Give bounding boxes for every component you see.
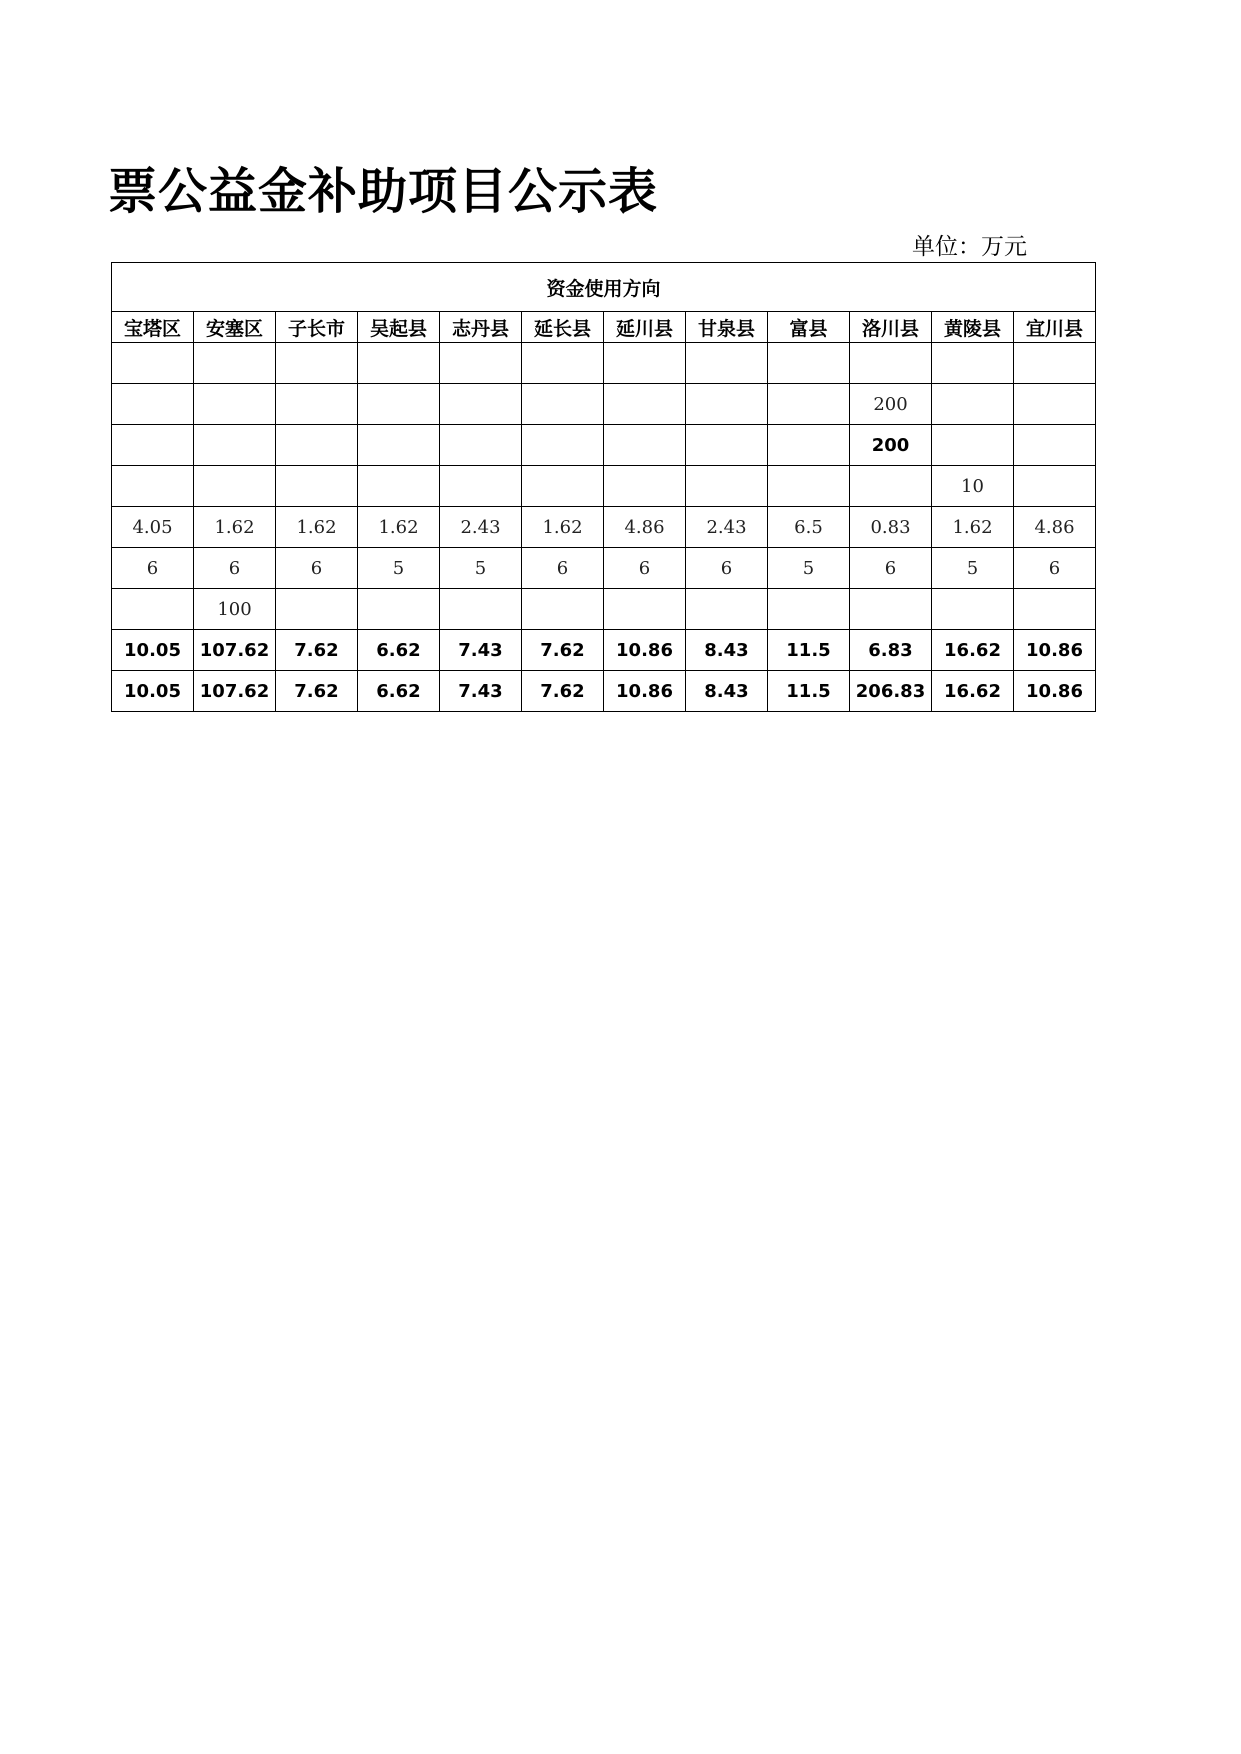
column-header: 延川县 [604,312,686,343]
table-cell [604,425,686,466]
table-row [112,507,1096,548]
table-row [112,630,1096,671]
table-cell [604,343,686,384]
column-header: 黄陵县 [932,312,1014,343]
table-cell [522,425,604,466]
table-cell: 10.86 [604,671,686,712]
table-row [112,671,1096,712]
table-cell [686,384,768,425]
table-cell [604,384,686,425]
column-header: 宜川县 [1014,312,1096,343]
table-cell [358,589,440,630]
table-cell [358,425,440,466]
table-cell: 7.43 [440,671,522,712]
table-cell: 7.62 [276,671,358,712]
table-cell [440,589,522,630]
table-cell: 5 [440,548,522,589]
table-cell: 10.05 [112,630,194,671]
table-cell [932,589,1014,630]
table-cell: 107.62 [194,671,276,712]
table-cell: 1.62 [932,507,1014,548]
table-cell: 6.83 [850,630,932,671]
table-cell: 10.86 [1014,671,1096,712]
table-cell: 5 [768,548,850,589]
table-cell: 7.62 [276,630,358,671]
group-header-row [112,263,1096,312]
table-cell: 1.62 [522,507,604,548]
table-cell: 5 [358,548,440,589]
table-cell [112,384,194,425]
column-header: 吴起县 [358,312,440,343]
column-header: 甘泉县 [686,312,768,343]
column-header: 富县 [768,312,850,343]
table-cell [1014,384,1096,425]
table-cell: 6 [194,548,276,589]
table-cell [932,343,1014,384]
table-cell: 4.86 [604,507,686,548]
table-cell [276,343,358,384]
table-cell: 8.43 [686,671,768,712]
table-cell: 206.83 [850,671,932,712]
table-cell: 200 [850,384,932,425]
table-cell: 5 [932,548,1014,589]
table-cell: 10.86 [604,630,686,671]
column-header: 志丹县 [440,312,522,343]
table-cell: 6 [522,548,604,589]
table-cell [194,384,276,425]
table-cell [440,384,522,425]
table-cell [358,384,440,425]
table-cell [276,384,358,425]
table-cell [276,425,358,466]
table-cell [768,384,850,425]
table-cell [194,425,276,466]
table-cell [276,589,358,630]
table-cell [686,425,768,466]
table-cell [768,466,850,507]
table-cell: 7.62 [522,671,604,712]
group-header-cell: 资金使用方向 [112,263,1096,312]
table-cell [522,589,604,630]
table-cell: 4.05 [112,507,194,548]
table-cell [522,384,604,425]
table-row [112,343,1096,384]
table-cell [194,466,276,507]
table-cell [686,466,768,507]
table-cell [440,343,522,384]
table-cell [276,466,358,507]
table-cell: 16.62 [932,630,1014,671]
table-row [112,384,1096,425]
table-cell: 4.86 [1014,507,1096,548]
table-cell: 7.62 [522,630,604,671]
table-cell [1014,425,1096,466]
table-row [112,589,1096,630]
table-cell: 11.5 [768,671,850,712]
table-cell: 10.05 [112,671,194,712]
table-cell: 6 [686,548,768,589]
table-cell [1014,589,1096,630]
table-cell: 1.62 [358,507,440,548]
table-cell: 6.62 [358,630,440,671]
table-cell: 6.62 [358,671,440,712]
table-cell: 100 [194,589,276,630]
table-row [112,425,1096,466]
table-cell: 2.43 [686,507,768,548]
table-cell [440,466,522,507]
table-cell: 6.5 [768,507,850,548]
table-cell: 2.43 [440,507,522,548]
table-cell [358,466,440,507]
table-cell [522,343,604,384]
table-cell [850,589,932,630]
table-cell [850,343,932,384]
document-title: 票公益金补助项目公示表 [108,163,659,220]
table-cell [686,343,768,384]
table-cell: 16.62 [932,671,1014,712]
table-cell: 200 [850,425,932,466]
table-cell [112,343,194,384]
table-cell [686,589,768,630]
table-row [112,466,1096,507]
column-header: 安塞区 [194,312,276,343]
table-cell: 0.83 [850,507,932,548]
table-cell: 1.62 [276,507,358,548]
subsidy-table [111,262,1096,712]
table-cell [112,466,194,507]
table-cell [850,466,932,507]
table-cell [358,343,440,384]
table-cell [440,425,522,466]
column-header: 洛川县 [850,312,932,343]
unit-label: 单位：万元 [912,234,1027,260]
table-cell [768,425,850,466]
table-cell [1014,343,1096,384]
table-cell [932,425,1014,466]
column-header: 延长县 [522,312,604,343]
table-cell: 6 [112,548,194,589]
table-cell [604,466,686,507]
table-cell [604,589,686,630]
table-cell: 8.43 [686,630,768,671]
table-cell [194,343,276,384]
table-cell: 11.5 [768,630,850,671]
table-cell [112,425,194,466]
table-cell: 6 [850,548,932,589]
table-cell [112,589,194,630]
table-cell [1014,466,1096,507]
column-header: 宝塔区 [112,312,194,343]
table-cell [932,384,1014,425]
table-cell [768,343,850,384]
table-cell: 6 [276,548,358,589]
table-cell [768,589,850,630]
table-cell: 10 [932,466,1014,507]
table-row [112,548,1096,589]
table-cell: 1.62 [194,507,276,548]
table-cell: 7.43 [440,630,522,671]
table-cell: 10.86 [1014,630,1096,671]
district-header-row [112,312,1096,343]
column-header: 子长市 [276,312,358,343]
table-cell [522,466,604,507]
table-cell: 6 [1014,548,1096,589]
table-cell: 107.62 [194,630,276,671]
table-cell: 6 [604,548,686,589]
